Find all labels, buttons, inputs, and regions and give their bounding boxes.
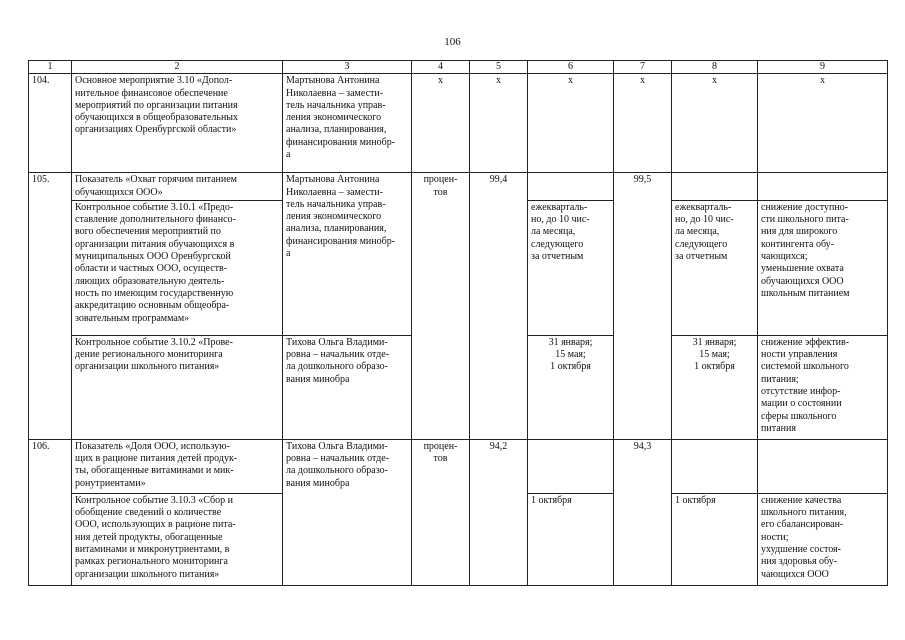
- header-col-4: 4: [412, 61, 470, 74]
- base-value-cell: 99,4: [470, 173, 528, 440]
- risk-cell: снижение эффектив- ности управления системой школьного питания; отсутствие инфор- мации о состоянии сферы школьного питания: [758, 335, 888, 439]
- table-row-105-indicator: [29, 173, 888, 201]
- row-number: 105.: [29, 173, 72, 440]
- unit-cell: x: [412, 74, 470, 173]
- deadline-cell: 1 октября: [528, 493, 614, 585]
- empty-cell: [672, 173, 758, 201]
- empty-cell: [528, 439, 614, 493]
- responsible-person: Тихова Ольга Владими- ровна – начальник отде- ла дошкольного образо- вания минобра: [283, 439, 412, 585]
- unit-cell: процен- тов: [412, 439, 470, 585]
- table-row-106-indicator: [29, 439, 888, 493]
- base-value-cell: 94,2: [470, 439, 528, 585]
- header-col-2: 2: [72, 61, 283, 74]
- header-col-8: 8: [672, 61, 758, 74]
- header-col-9: 9: [758, 61, 888, 74]
- base-value-cell: x: [470, 74, 528, 173]
- indicator-text: Показатель «Доля ООО, использую- щих в рационе питания детей продук- ты, обогащенные витаминами и мик- ронутриентами»: [72, 439, 283, 493]
- target-value-cell: 94,3: [614, 439, 672, 585]
- unit-cell: процен- тов: [412, 173, 470, 440]
- header-col-6: 6: [528, 61, 614, 74]
- empty-cell: [758, 439, 888, 493]
- risk-cell: снижение качества школьного питания, его сбалансирован- ности; ухудшение состоя- ния здоровья обу- чающихся ООО: [758, 493, 888, 585]
- row-number: 104.: [29, 74, 72, 173]
- header-row: [29, 61, 888, 74]
- control-event-text: Контрольное событие 3.10.2 «Прове- дение регионального мониторинга организации школьного питания»: [72, 335, 283, 439]
- deadline-cell: x: [672, 74, 758, 173]
- target-value-cell: 99,5: [614, 173, 672, 440]
- deadline-cell: 1 октября: [672, 493, 758, 585]
- target-value-cell: x: [614, 74, 672, 173]
- deadline-cell: 31 января; 15 мая; 1 октября: [528, 335, 614, 439]
- deadline-cell: ежекварталь- но, до 10 чис- ла месяца, следующего за отчетным: [528, 200, 614, 335]
- deadline-cell: x: [528, 74, 614, 173]
- responsible-person: Мартынова Антонина Николаевна – замести- тель начальника управ- ления экономического анализа, планирования, финансирования минобр- а: [283, 74, 412, 173]
- responsible-person: Мартынова Антонина Николаевна – замести- тель начальника управ- ления экономического анализа, планирования, финансирования минобр- а: [283, 173, 412, 336]
- control-event-text: Контрольное событие 3.10.1 «Предо- ставление дополнительного финансо- вого обеспечения мероприятий по организации питания обучающихся в муниципальных ООО Оренбургской области и частных ООО, осуществ- ляющих образовательную деятель- ность по имеющим государственную аккредитацию основным общеобра- зовательным программам»: [72, 200, 283, 335]
- header-col-7: 7: [614, 61, 672, 74]
- risk-cell: x: [758, 74, 888, 173]
- header-col-1: 1: [29, 61, 72, 74]
- responsible-person: Тихова Ольга Владими- ровна – начальник отде- ла дошкольного образо- вания минобра: [283, 335, 412, 439]
- empty-cell: [672, 439, 758, 493]
- header-col-3: 3: [283, 61, 412, 74]
- table-row-104: [29, 74, 888, 173]
- page-number: 106: [444, 36, 461, 48]
- deadline-cell: 31 января; 15 мая; 1 октября: [672, 335, 758, 439]
- main-activity: Основное мероприятие 3.10 «Допол- нительное финансовое обеспечение мероприятий по организации питания обучающихся в общеобразовательных организациях Оренбургской области»: [72, 74, 283, 173]
- empty-cell: [528, 173, 614, 201]
- row-number: 106.: [29, 439, 72, 585]
- deadline-cell: ежекварталь- но, до 10 чис- ла месяца, следующего за отчетным: [672, 200, 758, 335]
- header-col-5: 5: [470, 61, 528, 74]
- control-event-text: Контрольное событие 3.10.3 «Сбор и обобщение сведений о количестве ООО, использующих в рационе пита- ния детей продукты, обогащенные витаминами и микронутриентами, в рамках регионального мониторинга организации школьного питания»: [72, 493, 283, 585]
- table-body: [29, 74, 888, 586]
- plan-table: [28, 60, 888, 586]
- risk-cell: снижение доступно- сти школьного пита- ния для широкого контингента обу- чающихся; уменьшение охвата обучающихся ООО школьным питанием: [758, 200, 888, 335]
- indicator-text: Показатель «Охват горячим питанием обучающихся ООО»: [72, 173, 283, 201]
- table-header: [29, 61, 888, 74]
- empty-cell: [758, 173, 888, 201]
